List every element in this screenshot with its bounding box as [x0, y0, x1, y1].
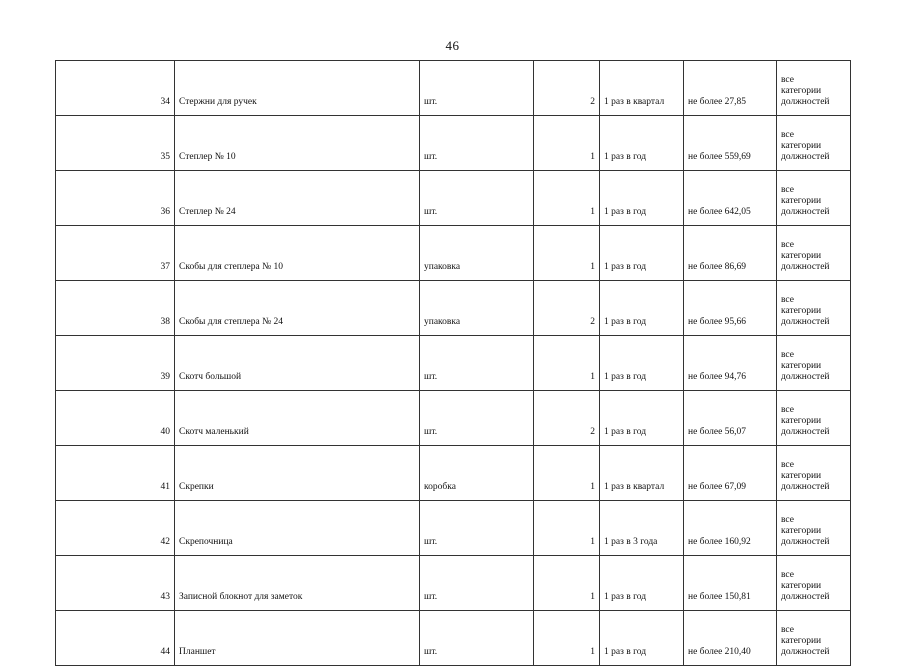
- category-line: категории: [781, 141, 822, 151]
- item-category: [777, 501, 851, 556]
- row-number: 38: [56, 281, 175, 336]
- item-unit: шт.: [420, 501, 534, 556]
- item-frequency: 1 раз в год: [600, 281, 684, 336]
- category-line: должностей: [781, 482, 830, 492]
- item-frequency: 1 раз в год: [600, 611, 684, 666]
- category-line: должностей: [781, 152, 830, 162]
- category-line: все: [781, 75, 794, 85]
- item-name: Записной блокнот для заметок: [175, 556, 420, 611]
- table-row: [56, 556, 851, 611]
- category-line: все: [781, 460, 794, 470]
- table-row: [56, 611, 851, 666]
- category-line: должностей: [781, 207, 830, 217]
- category-line: должностей: [781, 97, 830, 107]
- item-quantity: 1: [534, 611, 600, 666]
- item-price: не более 67,09: [684, 446, 777, 501]
- item-unit: коробка: [420, 446, 534, 501]
- category-line: все: [781, 515, 794, 525]
- table-row: [56, 116, 851, 171]
- table-row: [56, 336, 851, 391]
- item-price: не более 86,69: [684, 226, 777, 281]
- item-quantity: 2: [534, 281, 600, 336]
- table-row: [56, 391, 851, 446]
- item-frequency: 1 раз в год: [600, 116, 684, 171]
- row-number: 41: [56, 446, 175, 501]
- item-unit: шт.: [420, 556, 534, 611]
- item-price: не более 27,85: [684, 61, 777, 116]
- category-line: все: [781, 240, 794, 250]
- item-unit: шт.: [420, 116, 534, 171]
- item-price: не более 56,07: [684, 391, 777, 446]
- item-name: Скрепки: [175, 446, 420, 501]
- row-number: 35: [56, 116, 175, 171]
- item-frequency: 1 раз в год: [600, 391, 684, 446]
- category-line: должностей: [781, 592, 830, 602]
- item-unit: шт.: [420, 611, 534, 666]
- category-line: должностей: [781, 647, 830, 657]
- item-category: [777, 336, 851, 391]
- category-line: категории: [781, 251, 822, 261]
- table-row: [56, 446, 851, 501]
- item-price: не более 150,81: [684, 556, 777, 611]
- table-row: [56, 501, 851, 556]
- item-name: Скрепочница: [175, 501, 420, 556]
- item-category: [777, 556, 851, 611]
- item-name: Скотч большой: [175, 336, 420, 391]
- page-number: 46: [445, 38, 460, 53]
- item-category: [777, 391, 851, 446]
- item-name: Скобы для степлера № 10: [175, 226, 420, 281]
- row-number: 44: [56, 611, 175, 666]
- item-name: Скобы для степлера № 24: [175, 281, 420, 336]
- item-unit: упаковка: [420, 226, 534, 281]
- item-frequency: 1 раз в год: [600, 336, 684, 391]
- item-price: не более 160,92: [684, 501, 777, 556]
- item-category: [777, 61, 851, 116]
- item-unit: шт.: [420, 61, 534, 116]
- table-row: [56, 61, 851, 116]
- row-number: 42: [56, 501, 175, 556]
- category-line: все: [781, 405, 794, 415]
- item-quantity: 1: [534, 116, 600, 171]
- table-body: [56, 61, 851, 666]
- item-category: [777, 446, 851, 501]
- item-unit: шт.: [420, 391, 534, 446]
- item-quantity: 1: [534, 501, 600, 556]
- category-line: все: [781, 570, 794, 580]
- supplies-table: [55, 60, 851, 666]
- table-row: [56, 281, 851, 336]
- item-name: Планшет: [175, 611, 420, 666]
- row-number: 37: [56, 226, 175, 281]
- category-line: должностей: [781, 537, 830, 547]
- item-name: Степлер № 24: [175, 171, 420, 226]
- category-line: категории: [781, 581, 822, 591]
- row-number: 40: [56, 391, 175, 446]
- item-price: не более 559,69: [684, 116, 777, 171]
- item-quantity: 1: [534, 336, 600, 391]
- table-row: [56, 226, 851, 281]
- item-unit: шт.: [420, 336, 534, 391]
- item-name: Степлер № 10: [175, 116, 420, 171]
- item-frequency: 1 раз в год: [600, 556, 684, 611]
- category-line: должностей: [781, 317, 830, 327]
- category-line: должностей: [781, 372, 830, 382]
- category-line: категории: [781, 306, 822, 316]
- item-frequency: 1 раз в год: [600, 171, 684, 226]
- category-line: категории: [781, 361, 822, 371]
- row-number: 43: [56, 556, 175, 611]
- item-price: не более 95,66: [684, 281, 777, 336]
- item-quantity: 1: [534, 171, 600, 226]
- category-line: категории: [781, 416, 822, 426]
- item-quantity: 2: [534, 61, 600, 116]
- table-row: [56, 171, 851, 226]
- item-frequency: 1 раз в 3 года: [600, 501, 684, 556]
- category-line: все: [781, 350, 794, 360]
- item-name: Стержни для ручек: [175, 61, 420, 116]
- category-line: все: [781, 295, 794, 305]
- category-line: категории: [781, 86, 822, 96]
- item-name: Скотч маленький: [175, 391, 420, 446]
- item-quantity: 1: [534, 446, 600, 501]
- item-quantity: 2: [534, 391, 600, 446]
- item-price: не более 94,76: [684, 336, 777, 391]
- category-line: категории: [781, 196, 822, 206]
- item-category: [777, 116, 851, 171]
- category-line: категории: [781, 526, 822, 536]
- row-number: 34: [56, 61, 175, 116]
- category-line: все: [781, 130, 794, 140]
- item-category: [777, 281, 851, 336]
- category-line: все: [781, 625, 794, 635]
- row-number: 36: [56, 171, 175, 226]
- item-category: [777, 226, 851, 281]
- item-category: [777, 171, 851, 226]
- category-line: категории: [781, 636, 822, 646]
- item-unit: упаковка: [420, 281, 534, 336]
- item-unit: шт.: [420, 171, 534, 226]
- category-line: все: [781, 185, 794, 195]
- category-line: должностей: [781, 427, 830, 437]
- item-price: не более 642,05: [684, 171, 777, 226]
- item-frequency: 1 раз в квартал: [600, 61, 684, 116]
- category-line: должностей: [781, 262, 830, 272]
- category-line: категории: [781, 471, 822, 481]
- row-number: 39: [56, 336, 175, 391]
- item-quantity: 1: [534, 556, 600, 611]
- item-category: [777, 611, 851, 666]
- item-frequency: 1 раз в квартал: [600, 446, 684, 501]
- item-price: не более 210,40: [684, 611, 777, 666]
- item-frequency: 1 раз в год: [600, 226, 684, 281]
- item-quantity: 1: [534, 226, 600, 281]
